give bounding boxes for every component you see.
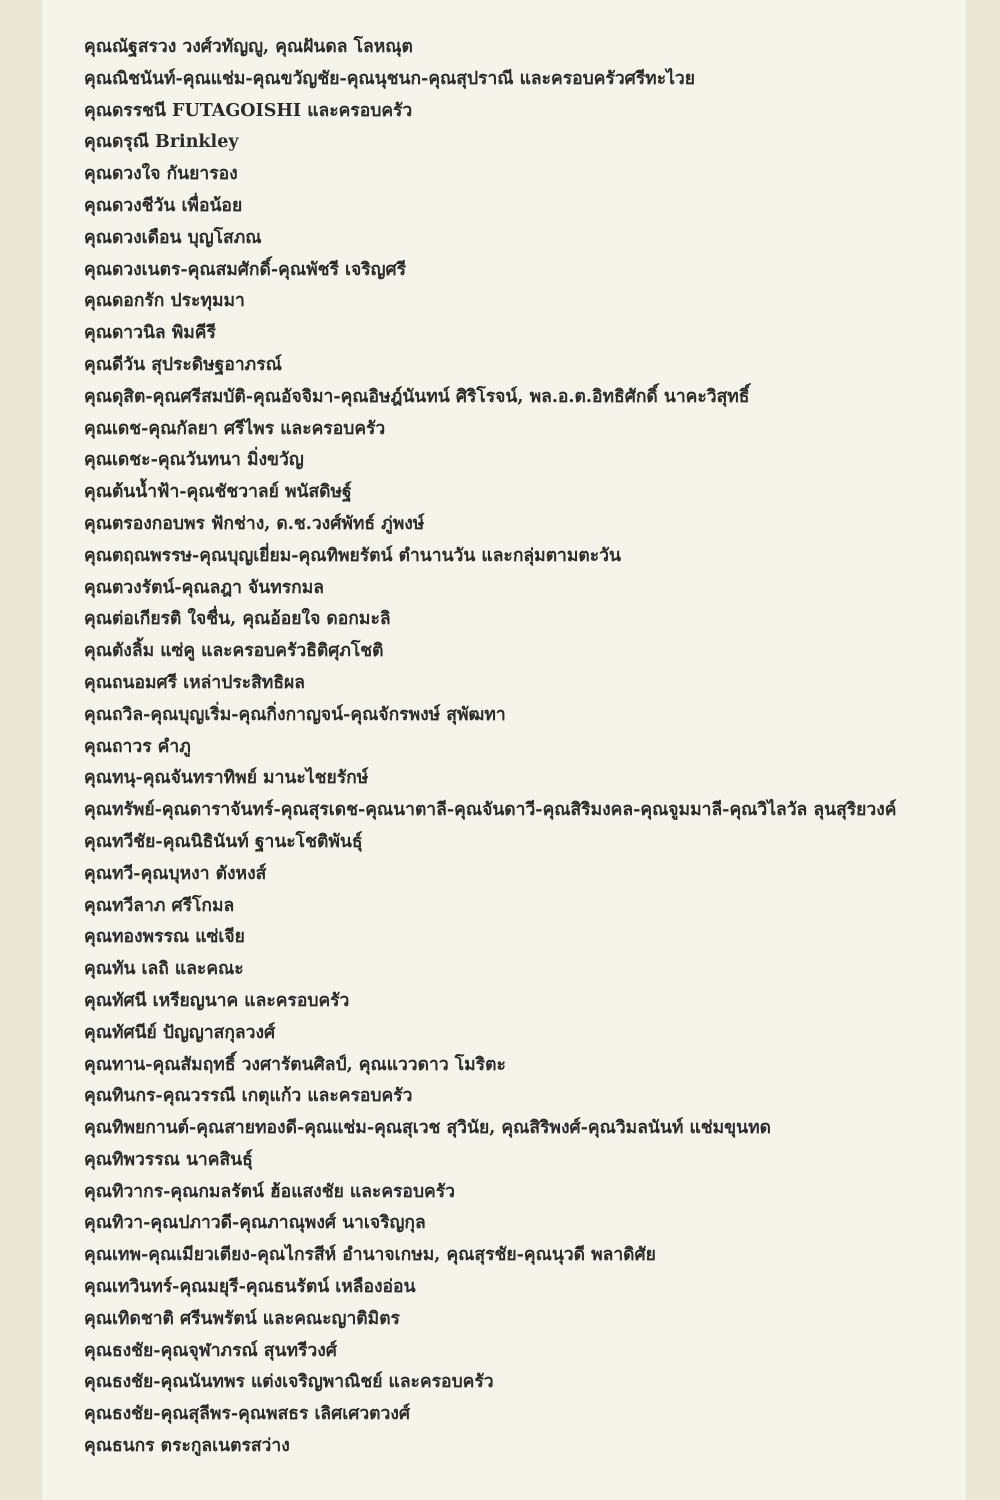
list-item: คุณเทวินทร์-คุณมยุรี-คุณธนรัตน์ เหลืองอ่อน [84,1277,416,1298]
list-item: คุณดีวัน สุประดิษฐอาภรณ์ [84,354,282,375]
list-item: คุณทิวากร-คุณกมลรัตน์ ฮ้อแสงชัย และครอบครัว [84,1181,455,1202]
list-item: คุณเทิดชาติ ศรีนพรัตน์ และคณะญาติมิตร [84,1308,400,1329]
list-item: คุณดรุณี Brinkley [84,132,239,153]
list-item: คุณตวงรัตน์-คุณลฎา จันทรกมล [84,577,325,598]
list-item: คุณทัศนีย์ ปัญญาสกุลวงศ์ [84,1022,276,1043]
list-item: คุณต่อเกียรติ ใจชื่น, คุณอ้อยใจ ดอกมะลิ [84,609,391,630]
list-item: คุณธงชัย-คุณจุฬาภรณ์ สุนทรีวงศ์ [84,1340,337,1361]
list-item: คุณดวงใจ กันยารอง [84,164,238,185]
list-item: คุณต้นน้ำฟ้า-คุณชัชวาลย์ พนัสดิษฐ์ [84,482,352,503]
list-item: คุณตรองกอบพร ฟักช่าง, ด.ช.วงศ์พัทธ์ ภู่พงษ์ [84,513,425,534]
list-item: คุณถนอมศรี เหล่าประสิทธิผล [84,672,305,693]
list-item: คุณดาวนิล พิมคีรี [84,323,216,344]
list-item: คุณณิชนันท์-คุณแช่ม-คุณขวัญชัย-คุณนุชนก-คุณสุปราณี และครอบครัวศรีทะไวย [84,68,695,89]
list-item: คุณเดช-คุณกัลยา ศรีไพร และครอบครัว [84,418,386,439]
list-item: คุณทวีชัย-คุณนิธินันท์ ฐานะโชติพันธุ์ [84,831,363,852]
list-item: คุณถวิล-คุณบุญเริ่ม-คุณกิ่งกาญจน์-คุณจักรพงษ์ สุพัฒทา [84,704,506,725]
list-item: คุณณัฐสรวง วงศ์วทัญญู, คุณฝันดล โลหณุต [84,37,413,57]
list-item: คุณทรัพย์-คุณดาราจันทร์-คุณสุรเดช-คุณนาตาลี-คุณจันดาวี-คุณสิริมงคล-คุณจูมมาลี-คุณวิไลวัล ลุนสุริยวงค์ [84,800,897,821]
document-page [42,0,966,1500]
list-item: คุณดวงเดือน บุญโสภณ [84,227,262,248]
list-item: คุณเดชะ-คุณวันทนา มิ่งขวัญ [84,450,304,471]
list-item: คุณทิพวรรณ นาคสินธุ์ [84,1149,253,1170]
list-item: คุณดวงเนตร-คุณสมศักดิ์-คุณพัชรี เจริญศรี [84,259,407,280]
list-item: คุณดุสิต-คุณศรีสมบัติ-คุณอัจจิมา-คุณอิษฎ์นันทน์ ศิริโรจน์, พล.อ.ต.อิทธิศักดิ์ นาคะวิสุทธิ์ [84,386,750,407]
list-item: คุณทินกร-คุณวรรณี เกตุแก้ว และครอบครัว [84,1086,413,1107]
list-item: คุณทวี-คุณบุหงา ตังหงส์ [84,863,267,884]
list-item: คุณทิวา-คุณปภาวดี-คุณภาณุพงศ์ นาเจริญกุล [84,1213,426,1234]
list-item: คุณตังลิ้ม แซ่คู และครอบครัวธิติศุภโชติ [84,641,384,662]
list-item: คุณถาวร คำภู [84,736,191,757]
list-item: คุณทองพรรณ แซ่เจีย [84,927,245,948]
list-item: คุณทัศนี เหรียญนาค และครอบครัว [84,990,350,1011]
list-item: คุณทาน-คุณสัมฤทธิ์ วงศารัตนศิลป์, คุณแววดาว โมริตะ [84,1054,506,1075]
list-item: คุณทัน เลถิ และคณะ [84,959,244,980]
list-item: คุณธนกร ตระกูลเนตรสว่าง [84,1436,290,1457]
list-item: คุณทิพยกานต์-คุณสายทองดี-คุณแช่ม-คุณสุเวช สุวินัย, คุณสิริพงศ์-คุณวิมลนันท์ แช่มขุนทด [84,1118,771,1139]
list-item: คุณดวงชีวัน เพื่อน้อย [84,195,243,216]
list-item: คุณตฤณพรรษ-คุณบุญเยี่ยม-คุณทิพยรัตน์ ตำนานวัน และกลุ่มตามตะวัน [84,545,621,566]
list-item: คุณดอกรัก ประทุมมา [84,291,245,312]
list-item: คุณทวีลาภ ศรีโกมล [84,895,235,916]
list-item: คุณธงชัย-คุณสุลีพร-คุณพสธร เลิศเศวตวงศ์ [84,1404,411,1425]
donor-name-list [84,32,954,1463]
list-item: คุณธงชัย-คุณนันทพร แต่งเจริญพาณิชย์ และครอบครัว [84,1372,494,1393]
list-item: คุณดรรชนี FUTAGOISHI และครอบครัว [84,100,413,121]
list-item: คุณเทพ-คุณเมียวเตียง-คุณไกรสีห์ อำนาจเกษม, คุณสุรชัย-คุณนุวดี พลาดิศัย [84,1245,656,1266]
list-item: คุณทนุ-คุณจันทราทิพย์ มานะไชยรักษ์ [84,768,369,789]
